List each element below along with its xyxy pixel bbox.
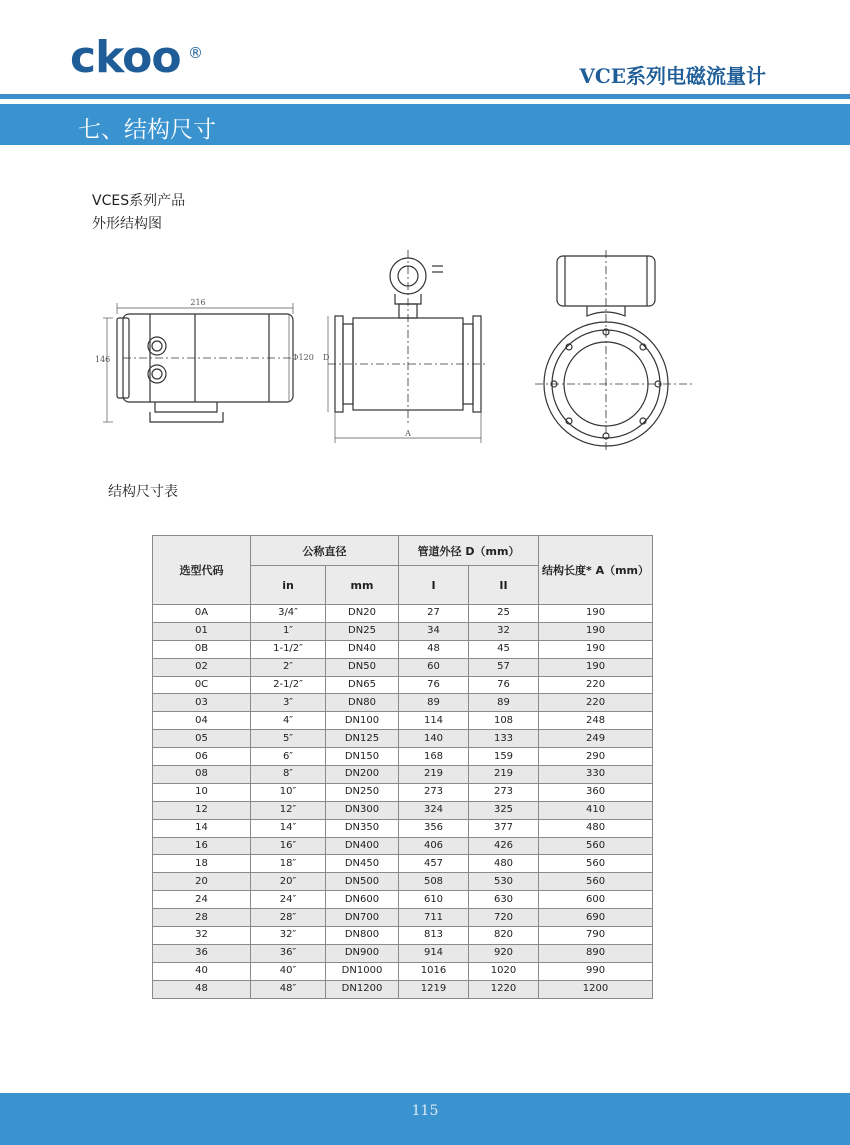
header-i: I	[399, 566, 469, 605]
cell-ii: 325	[469, 801, 539, 819]
cell-a: 1200	[539, 980, 653, 998]
cell-a: 248	[539, 712, 653, 730]
table-row	[153, 694, 653, 712]
cell-in: 2″	[251, 658, 326, 676]
cell-i: 89	[399, 694, 469, 712]
cell-i: 406	[399, 837, 469, 855]
table-row	[153, 730, 653, 748]
cell-in: 48″	[251, 980, 326, 998]
cell-mm: DN300	[326, 801, 399, 819]
cell-in: 4″	[251, 712, 326, 730]
cell-code: 48	[153, 980, 251, 998]
dim-diameter-label: Φ120	[292, 353, 314, 362]
table-row	[153, 640, 653, 658]
cell-ii: 720	[469, 909, 539, 927]
outline-drawing	[95, 248, 705, 453]
cell-code: 02	[153, 658, 251, 676]
cell-mm: DN50	[326, 658, 399, 676]
header-pipe-od: 管道外径 D（mm）	[399, 536, 539, 566]
table-row	[153, 712, 653, 730]
cell-code: 32	[153, 927, 251, 945]
cell-in: 18″	[251, 855, 326, 873]
cell-ii: 630	[469, 891, 539, 909]
cell-a: 190	[539, 640, 653, 658]
table-row	[153, 819, 653, 837]
cell-mm: DN250	[326, 783, 399, 801]
cell-a: 480	[539, 819, 653, 837]
cell-ii: 273	[469, 783, 539, 801]
cell-in: 3″	[251, 694, 326, 712]
cell-code: 08	[153, 766, 251, 784]
cell-code: 05	[153, 730, 251, 748]
table-row	[153, 837, 653, 855]
header-code: 选型代码	[153, 536, 251, 605]
cell-a: 220	[539, 676, 653, 694]
cell-mm: DN350	[326, 819, 399, 837]
cell-code: 40	[153, 962, 251, 980]
cell-a: 790	[539, 927, 653, 945]
cell-code: 0C	[153, 676, 251, 694]
header-in: in	[251, 566, 326, 605]
cell-mm: DN900	[326, 944, 399, 962]
cell-i: 610	[399, 891, 469, 909]
table-title: 结构尺寸表	[108, 484, 178, 500]
cell-i: 114	[399, 712, 469, 730]
cell-mm: DN25	[326, 622, 399, 640]
cell-a: 249	[539, 730, 653, 748]
cell-mm: DN20	[326, 605, 399, 623]
cell-i: 508	[399, 873, 469, 891]
cell-in: 24″	[251, 891, 326, 909]
cell-code: 14	[153, 819, 251, 837]
cell-ii: 426	[469, 837, 539, 855]
cell-ii: 108	[469, 712, 539, 730]
table-row	[153, 909, 653, 927]
cell-mm: DN600	[326, 891, 399, 909]
cell-in: 1-1/2″	[251, 640, 326, 658]
page-number: 115	[411, 1103, 439, 1119]
cell-code: 06	[153, 748, 251, 766]
cell-code: 20	[153, 873, 251, 891]
dim-height-label: 146	[95, 355, 111, 364]
cell-code: 0A	[153, 605, 251, 623]
cell-code: 28	[153, 909, 251, 927]
cell-i: 219	[399, 766, 469, 784]
table-row	[153, 962, 653, 980]
cell-i: 914	[399, 944, 469, 962]
table-row	[153, 658, 653, 676]
side-view-housing	[117, 314, 293, 422]
cell-i: 457	[399, 855, 469, 873]
cell-mm: DN100	[326, 712, 399, 730]
cell-in: 5″	[251, 730, 326, 748]
header-nominal-diameter: 公称直径	[251, 536, 399, 566]
cell-a: 600	[539, 891, 653, 909]
cell-a: 190	[539, 658, 653, 676]
cell-a: 190	[539, 622, 653, 640]
cell-in: 8″	[251, 766, 326, 784]
cell-i: 76	[399, 676, 469, 694]
cell-i: 1219	[399, 980, 469, 998]
cell-ii: 32	[469, 622, 539, 640]
cell-code: 0B	[153, 640, 251, 658]
product-series-label: VCES系列产品	[92, 193, 186, 209]
header-divider	[0, 94, 850, 99]
cell-mm: DN125	[326, 730, 399, 748]
cell-in: 14″	[251, 819, 326, 837]
cell-ii: 530	[469, 873, 539, 891]
cell-code: 04	[153, 712, 251, 730]
dim-d-label: D	[323, 353, 330, 362]
cell-code: 18	[153, 855, 251, 873]
document-title: VCE系列电磁流量计	[579, 64, 766, 88]
cell-ii: 1220	[469, 980, 539, 998]
cell-in: 32″	[251, 927, 326, 945]
cell-ii: 76	[469, 676, 539, 694]
dimension-table	[152, 535, 653, 999]
cell-code: 01	[153, 622, 251, 640]
table-row	[153, 605, 653, 623]
table-row	[153, 891, 653, 909]
cell-a: 560	[539, 855, 653, 873]
cell-a: 560	[539, 837, 653, 855]
cell-mm: DN700	[326, 909, 399, 927]
cell-in: 36″	[251, 944, 326, 962]
cell-ii: 89	[469, 694, 539, 712]
cell-i: 273	[399, 783, 469, 801]
cell-mm: DN450	[326, 855, 399, 873]
cell-a: 290	[539, 748, 653, 766]
cell-a: 690	[539, 909, 653, 927]
cell-i: 324	[399, 801, 469, 819]
cell-ii: 1020	[469, 962, 539, 980]
cell-i: 356	[399, 819, 469, 837]
cell-a: 410	[539, 801, 653, 819]
table-row	[153, 944, 653, 962]
cell-in: 20″	[251, 873, 326, 891]
brand-logo: ckoo	[70, 32, 181, 83]
cell-a: 890	[539, 944, 653, 962]
table-row	[153, 855, 653, 873]
cell-ii: 219	[469, 766, 539, 784]
table-row	[153, 622, 653, 640]
cell-a: 220	[539, 694, 653, 712]
end-view-flange	[535, 250, 695, 453]
cell-ii: 57	[469, 658, 539, 676]
cell-mm: DN1000	[326, 962, 399, 980]
cell-ii: 45	[469, 640, 539, 658]
cell-i: 27	[399, 605, 469, 623]
header-ii: II	[469, 566, 539, 605]
cell-mm: DN150	[326, 748, 399, 766]
cell-ii: 480	[469, 855, 539, 873]
cell-mm: DN800	[326, 927, 399, 945]
table-row	[153, 980, 653, 998]
header-mm: mm	[326, 566, 399, 605]
cell-mm: DN1200	[326, 980, 399, 998]
cell-i: 140	[399, 730, 469, 748]
cell-i: 813	[399, 927, 469, 945]
cell-a: 560	[539, 873, 653, 891]
cell-in: 6″	[251, 748, 326, 766]
cell-in: 10″	[251, 783, 326, 801]
cell-i: 711	[399, 909, 469, 927]
cell-mm: DN400	[326, 837, 399, 855]
cell-i: 48	[399, 640, 469, 658]
cell-code: 12	[153, 801, 251, 819]
cell-mm: DN80	[326, 694, 399, 712]
cell-a: 330	[539, 766, 653, 784]
cell-a: 190	[539, 605, 653, 623]
cell-ii: 920	[469, 944, 539, 962]
cell-in: 3/4″	[251, 605, 326, 623]
table-row	[153, 927, 653, 945]
cell-a: 360	[539, 783, 653, 801]
cell-code: 03	[153, 694, 251, 712]
cell-mm: DN40	[326, 640, 399, 658]
cell-code: 10	[153, 783, 251, 801]
cell-ii: 159	[469, 748, 539, 766]
cell-i: 60	[399, 658, 469, 676]
cell-mm: DN500	[326, 873, 399, 891]
cell-in: 40″	[251, 962, 326, 980]
cell-i: 34	[399, 622, 469, 640]
drawing-caption: 外形结构图	[92, 216, 162, 232]
cell-mm: DN200	[326, 766, 399, 784]
header-length: 结构长度* A（mm）	[539, 536, 653, 605]
table-row	[153, 748, 653, 766]
dim-a-label: A	[405, 429, 411, 438]
cell-in: 2-1/2″	[251, 676, 326, 694]
table-row	[153, 676, 653, 694]
cell-ii: 820	[469, 927, 539, 945]
cell-a: 990	[539, 962, 653, 980]
table-row	[153, 766, 653, 784]
cell-ii: 133	[469, 730, 539, 748]
cell-code: 16	[153, 837, 251, 855]
cell-ii: 25	[469, 605, 539, 623]
table-row	[153, 873, 653, 891]
cell-code: 36	[153, 944, 251, 962]
cell-code: 24	[153, 891, 251, 909]
cell-i: 1016	[399, 962, 469, 980]
cell-in: 12″	[251, 801, 326, 819]
registered-mark: ®	[188, 44, 203, 62]
footer-bar	[0, 1093, 850, 1145]
cell-in: 28″	[251, 909, 326, 927]
cell-ii: 377	[469, 819, 539, 837]
cell-mm: DN65	[326, 676, 399, 694]
section-title: 七、结构尺寸	[78, 117, 216, 143]
cell-in: 16″	[251, 837, 326, 855]
table-row	[153, 801, 653, 819]
cell-in: 1″	[251, 622, 326, 640]
cell-i: 168	[399, 748, 469, 766]
front-view-sensor	[328, 250, 487, 424]
dim-width-label: 216	[190, 298, 206, 307]
table-row	[153, 783, 653, 801]
